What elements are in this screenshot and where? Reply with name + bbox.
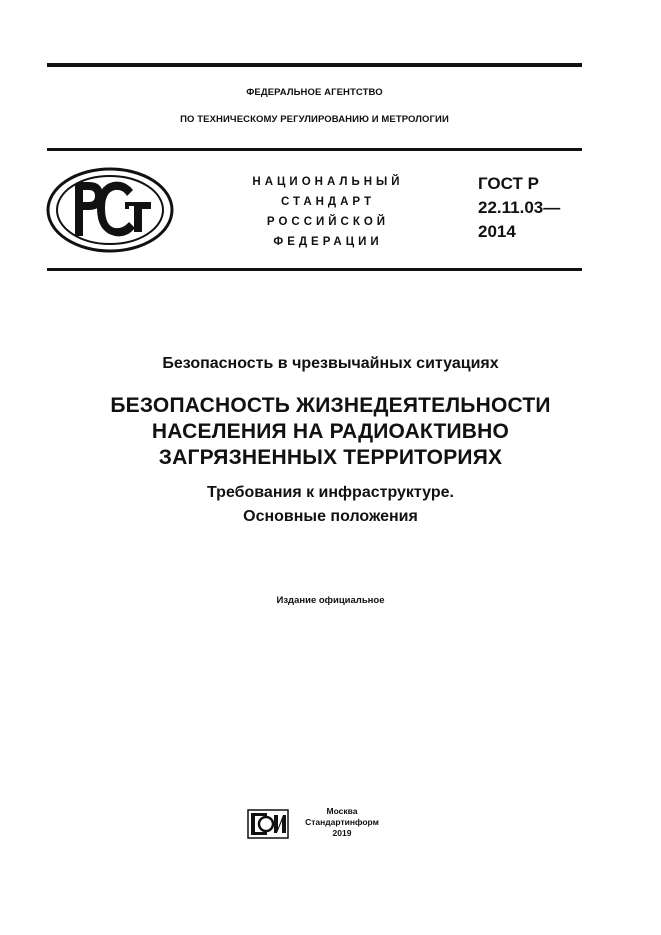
gost-code-line: ГОСТ Р [478,174,539,193]
national-standard-line: НАЦИОНАЛЬНЫЙ [252,176,404,188]
main-title [47,393,614,471]
subtitle [47,481,614,529]
agency-name-line1: ФЕДЕРАЛЬНОЕ АГЕНТСТВО [246,87,383,98]
main-title-line: БЕЗОПАСНОСТЬ ЖИЗНЕДЕЯТЕЛЬНОСТИ [110,394,551,417]
national-standard-line: СТАНДАРТ [281,196,375,208]
gost-code-line: 2014 [478,222,516,241]
publisher-year: 2019 [332,828,352,838]
national-standard-line: ФЕДЕРАЦИИ [273,236,383,248]
main-title-line: НАСЕЛЕНИЯ НА РАДИОАКТИВНО [151,420,510,443]
top-rule [47,63,582,67]
publisher-info [294,806,390,839]
gost-code [478,172,588,244]
standartinform-logo-icon [247,809,289,839]
main-title-line: ЗАГРЯЗНЕННЫХ ТЕРРИТОРИЯХ [158,446,503,469]
edition-label: Издание официальное [276,595,385,606]
agency-name-line2: ПО ТЕХНИЧЕСКОМУ РЕГУЛИРОВАНИЮ И МЕТРОЛОГИИ [180,114,449,125]
gost-code-line: 22.11.03— [478,198,561,217]
publisher-name: Стандартинформ [305,817,379,827]
middle-rule [47,148,582,151]
gost-rst-logo-icon [45,166,175,254]
subtitle-line: Основные положения [243,508,418,525]
bottom-rule [47,268,582,271]
national-standard-line: РОССИЙСКОЙ [266,216,390,228]
subtitle-line: Требования к инфраструктуре. [207,484,454,501]
national-standard-label [228,172,428,252]
publisher-city: Москва [326,806,358,816]
series-title: Безопасность в чрезвычайных ситуациях [162,355,499,372]
